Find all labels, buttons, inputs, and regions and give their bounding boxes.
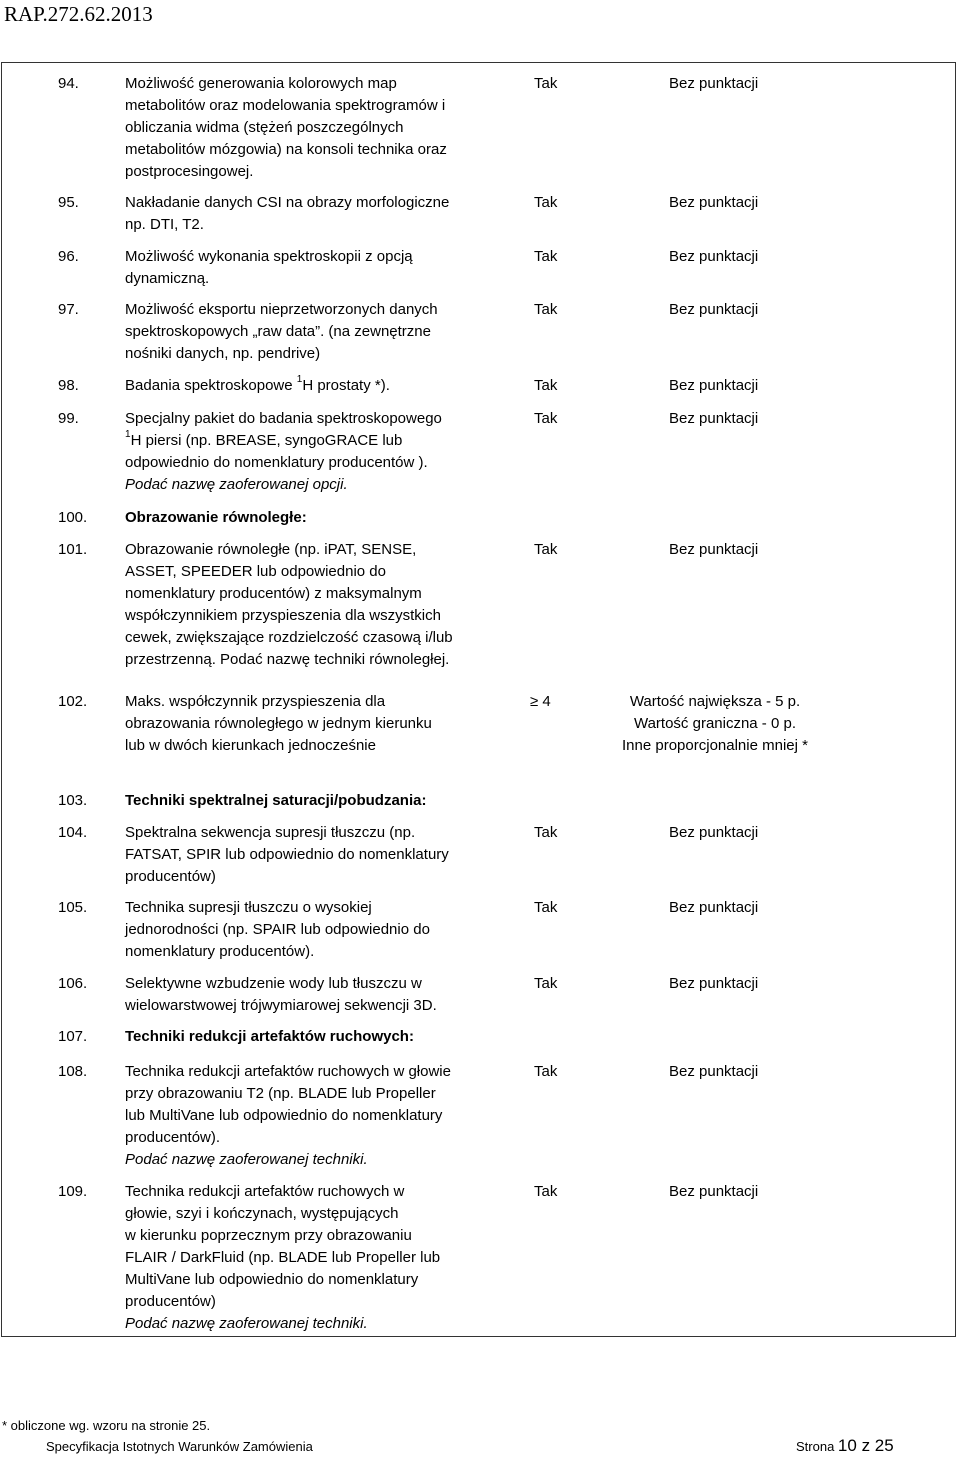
- row-description: Nakładanie danych CSI na obrazy morfologiczne np. DTI, T2.: [125, 194, 450, 233]
- row-value: Tak: [534, 1183, 558, 1200]
- row-description: Obrazowanie równoległe (np. iPAT, SENSE, ASSET, SPEEDER lub odpowiednio do nomenklatury producentów) z maksymalnym współczynnikiem przyspieszenia dla wszystkich cewek, zwiększające rozdzielczość czasową i/lub przestrzenną. Podać nazwę techniki równoległej.: [125, 541, 453, 668]
- row-description: Możliwość generowania kolorowych map metabolitów oraz modelowania spektrogramów i obliczania widma (stężeń poszczególnych metabolitów mózgowia) na konsoli technika oraz postprocesingowej.: [125, 75, 447, 180]
- row-value: Tak: [534, 377, 558, 394]
- row-number: 104.: [58, 824, 88, 841]
- page-indicator: Strona 10 z 25: [796, 1436, 894, 1455]
- row-points: Bez punktacji: [669, 975, 759, 992]
- row-description: Badania spektroskopowe $^1$H prostaty *).: [125, 374, 390, 394]
- row-points: Bez punktacji: [669, 301, 759, 318]
- row-description: Selektywne wzbudzenie wody lub tłuszczu w wielowarstwowej trójwymiarowej sekwencji 3D.: [125, 975, 437, 1014]
- row-points: Bez punktacji: [669, 1183, 759, 1200]
- row-number: 95.: [58, 194, 79, 211]
- row-number: 109.: [58, 1183, 88, 1200]
- row-number: 96.: [58, 248, 79, 265]
- document-id: RAP.272.62.2013: [4, 2, 153, 26]
- row-points: Bez punktacji: [669, 541, 759, 558]
- row-description: Technika redukcji artefaktów ruchowych w głowie przy obrazowaniu T2 (np. BLADE lub Propeller lub MultiVane lub odpowiednio do nomenklatury producentów). Podać nazwę zaoferowanej techniki.: [125, 1063, 451, 1168]
- footer-title: Specyfikacja Istotnych Warunków Zamówienia: [46, 1439, 313, 1454]
- row-points: Bez punktacji: [669, 248, 759, 265]
- row-points: Wartość największa - 5 p. Wartość graniczna - 0 p. Inne proporcjonalnie mniej *: [622, 693, 808, 754]
- row-description: Maks. współczynnik przyspieszenia dla obrazowania równoległego w jednym kierunku lub w dwóch kierunkach jednocześnie: [125, 693, 432, 754]
- row-points: Bez punktacji: [669, 1063, 759, 1080]
- row-points: Bez punktacji: [669, 824, 759, 841]
- row-number: 107.: [58, 1028, 88, 1045]
- row-value: Tak: [534, 975, 558, 992]
- row-value: Tak: [534, 824, 558, 841]
- row-description: Możliwość wykonania spektroskopii z opcją dynamiczną.: [125, 248, 413, 287]
- section-title: Obrazowanie równoległe:: [125, 509, 307, 526]
- row-description: Możliwość eksportu nieprzetworzonych danych spektroskopowych „raw data”. (na zewnętrzne nośniki danych, np. pendrive): [125, 301, 438, 362]
- section-title: Techniki redukcji artefaktów ruchowych:: [125, 1028, 414, 1045]
- section-title: Techniki spektralnej saturacji/pobudzania:: [125, 792, 427, 809]
- row-points: Bez punktacji: [669, 75, 759, 92]
- row-description: Spektralna sekwencja supresji tłuszczu (np. FATSAT, SPIR lub odpowiednio do nomenklatury producentów): [125, 824, 449, 885]
- row-points: Bez punktacji: [669, 194, 759, 211]
- row-points: Bez punktacji: [669, 377, 759, 394]
- row-value: Tak: [534, 899, 558, 916]
- row-description: Specjalny pakiet do badania spektroskopowego $^1$H piersi (np. BREASE, syngoGRACE lub odpowiednio do nomenklatury producentów ). Podać nazwę zaoferowanej opcji.: [125, 410, 442, 493]
- row-number: 94.: [58, 75, 79, 92]
- row-number: 101.: [58, 541, 88, 558]
- row-value: Tak: [534, 194, 558, 211]
- row-number: 108.: [58, 1063, 88, 1080]
- row-number: 105.: [58, 899, 88, 916]
- row-value: Tak: [534, 75, 558, 92]
- row-number: 99.: [58, 410, 79, 427]
- row-value: Tak: [534, 301, 558, 318]
- row-number: 102.: [58, 693, 88, 710]
- row-value: ≥ 4: [530, 693, 551, 710]
- row-number: 103.: [58, 792, 88, 809]
- row-description: Technika supresji tłuszczu o wysokiej jednorodności (np. SPAIR lub odpowiednio do nomenklatury producentów).: [125, 899, 430, 960]
- row-points: Bez punktacji: [669, 899, 759, 916]
- row-description: Technika redukcji artefaktów ruchowych w głowie, szyi i kończynach, występujących w kierunku poprzecznym przy obrazowaniu FLAIR / DarkFluid (np. BLADE lub Propeller lub MultiVane lub odpowiednio do nomenklatury producentów) Podać nazwę zaoferowanej techniki.: [125, 1183, 441, 1332]
- footnote: * obliczone wg. wzoru na stronie 25.: [2, 1418, 211, 1433]
- row-points: Bez punktacji: [669, 410, 759, 427]
- row-value: Tak: [534, 1063, 558, 1080]
- row-number: 98.: [58, 377, 79, 394]
- row-value: Tak: [534, 410, 558, 427]
- row-number: 100.: [58, 509, 88, 526]
- row-number: 97.: [58, 301, 79, 318]
- row-value: Tak: [534, 541, 558, 558]
- row-number: 106.: [58, 975, 88, 992]
- row-value: Tak: [534, 248, 558, 265]
